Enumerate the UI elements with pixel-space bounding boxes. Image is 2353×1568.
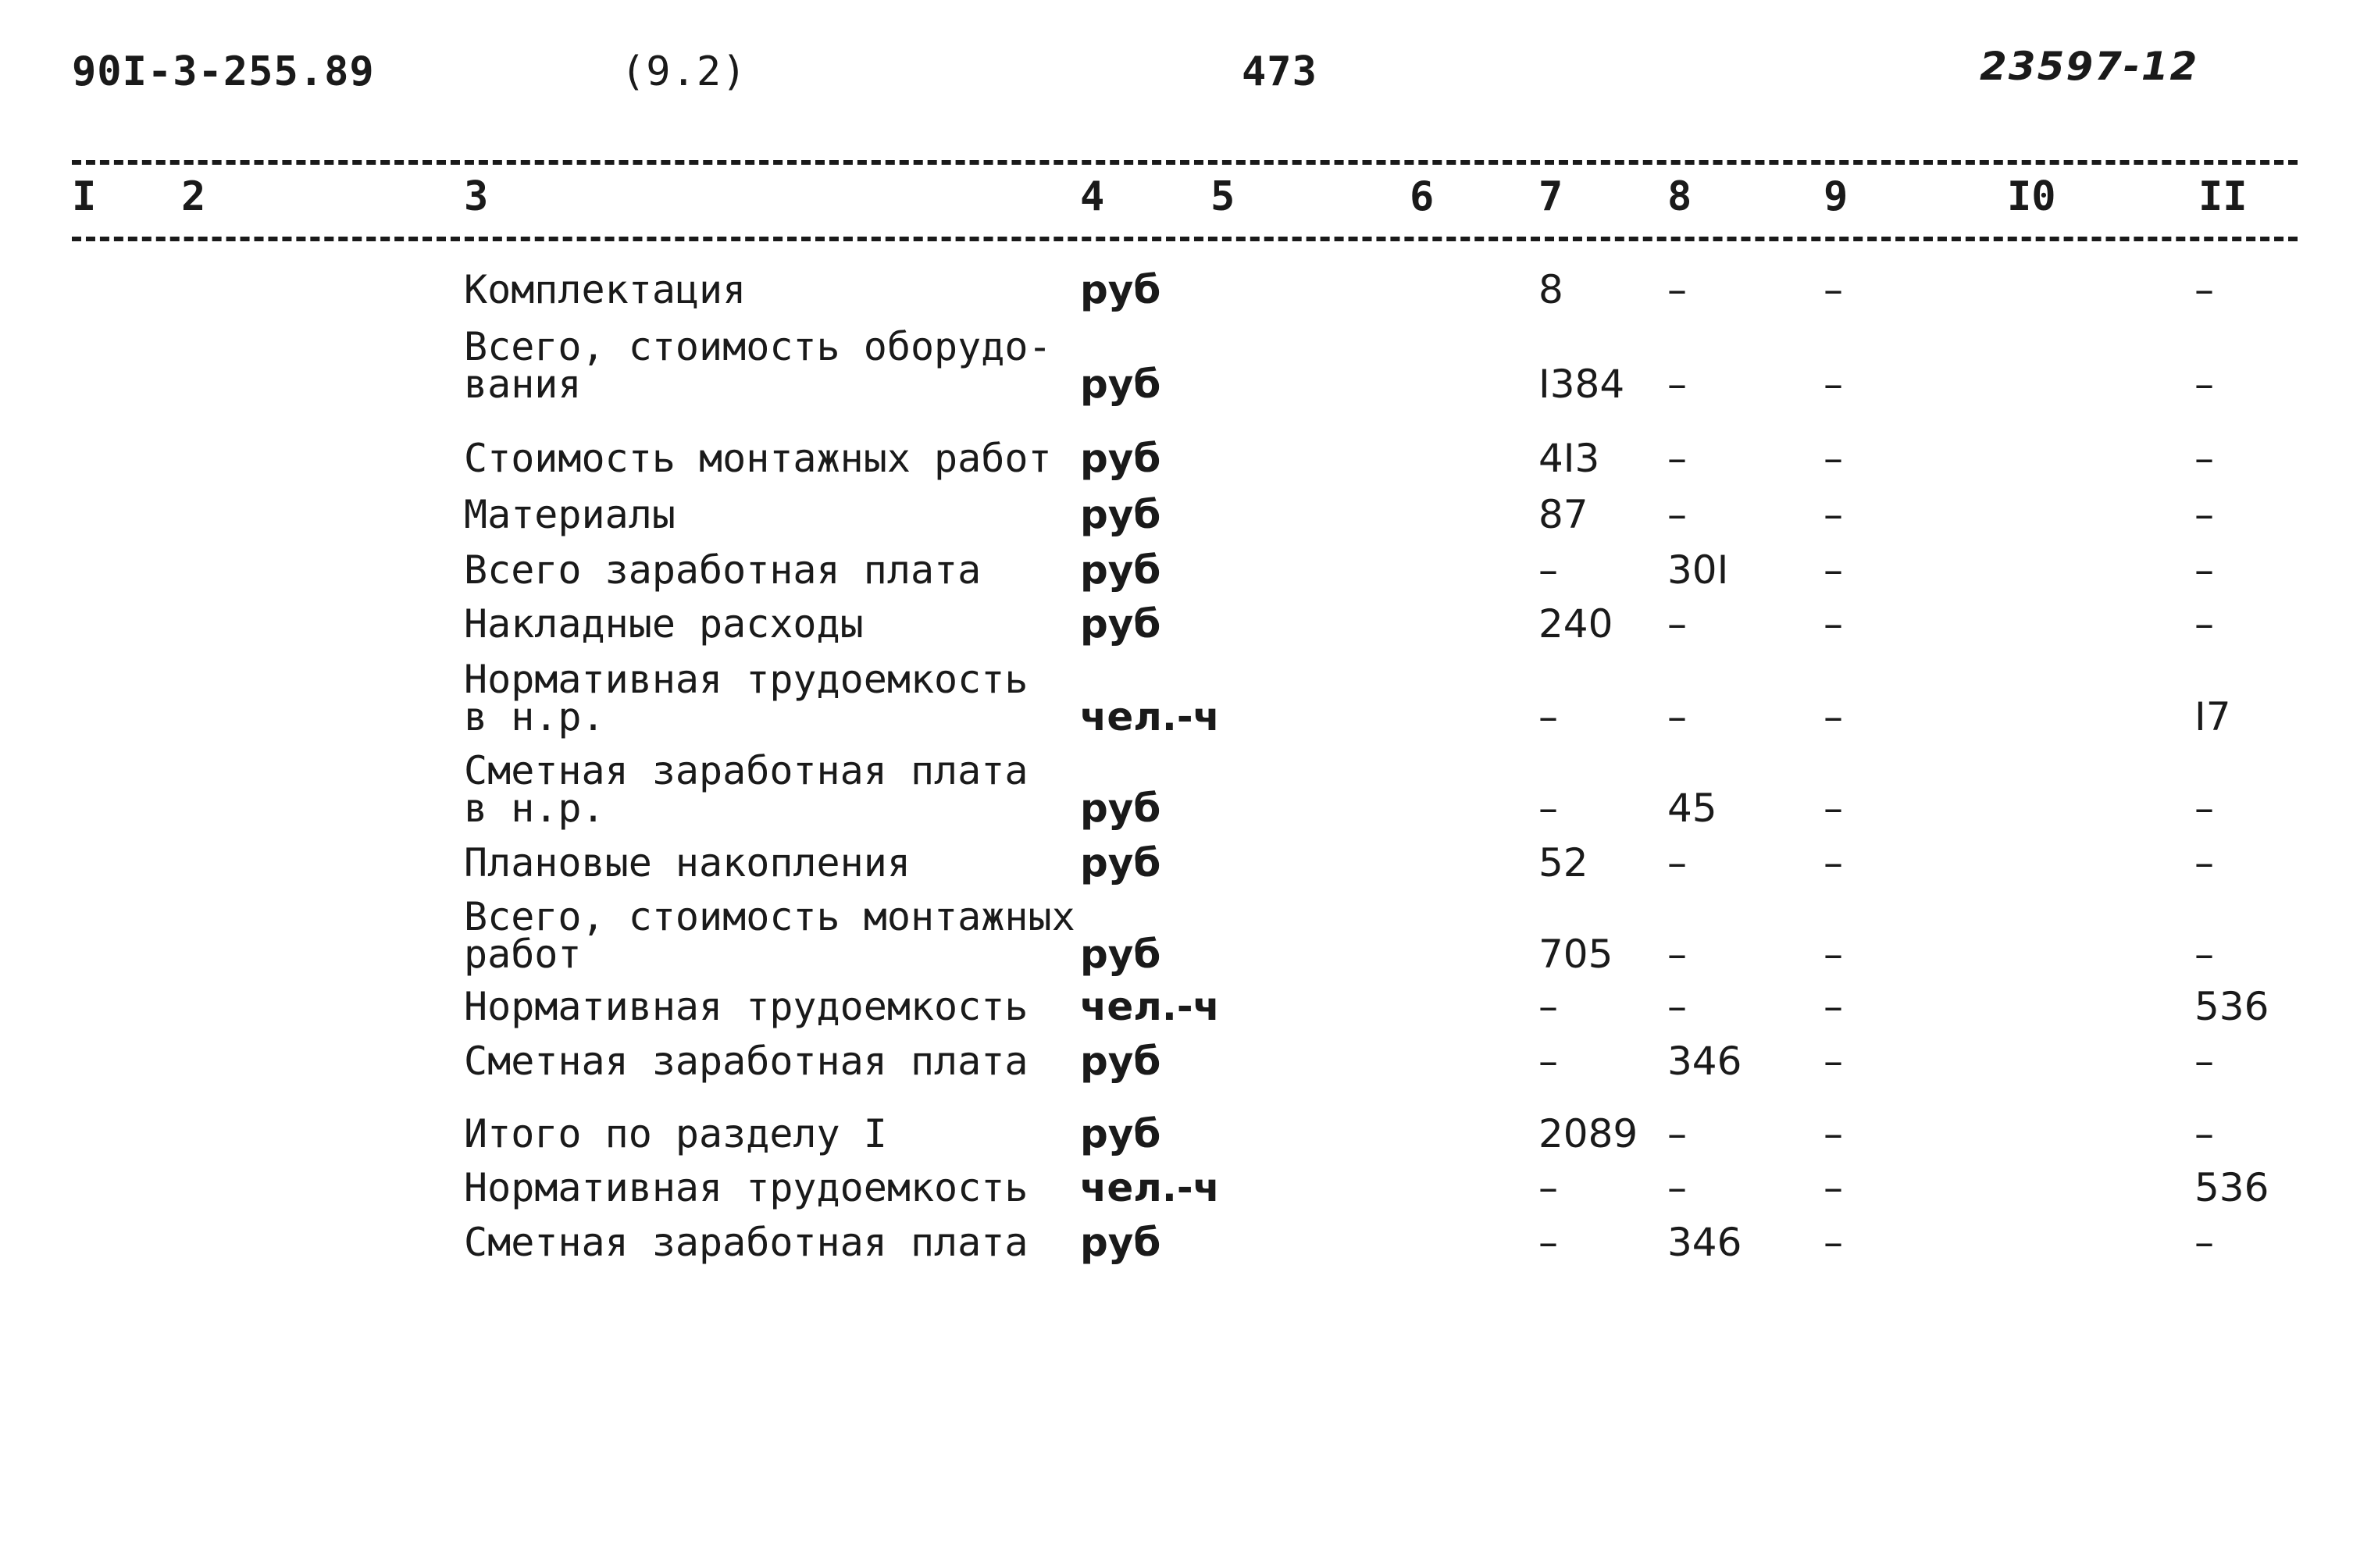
row-col9: – bbox=[1824, 694, 1843, 739]
row-col7: 87 bbox=[1538, 492, 1588, 537]
row-col7: 52 bbox=[1538, 840, 1588, 886]
row-unit: руб bbox=[1080, 492, 1161, 537]
row-name: Сметная заработная плата bbox=[464, 1039, 1029, 1084]
document-code: 90I-3-255.89 bbox=[72, 48, 375, 95]
column-header-6: 6 bbox=[1410, 173, 1435, 220]
row-col8: – bbox=[1667, 1111, 1687, 1156]
row-col9: – bbox=[1824, 786, 1843, 831]
row-col11: – bbox=[2194, 492, 2214, 537]
column-header-3: 3 bbox=[464, 173, 489, 220]
row-col8: – bbox=[1667, 1165, 1687, 1210]
row-col7: – bbox=[1538, 1039, 1558, 1084]
column-header-2: 2 bbox=[181, 173, 206, 220]
row-col8: 346 bbox=[1667, 1039, 1742, 1084]
row-name: Стоимость монтажных работ bbox=[464, 436, 1052, 481]
row-col7: – bbox=[1538, 1165, 1558, 1210]
row-col9: – bbox=[1824, 601, 1843, 647]
row-col7: – bbox=[1538, 786, 1558, 831]
row-col7: – bbox=[1538, 1220, 1558, 1265]
row-name: Всего заработная плата bbox=[464, 547, 982, 593]
row-unit: руб bbox=[1080, 362, 1161, 407]
row-col7: 240 bbox=[1538, 601, 1613, 647]
row-name: Сметная заработная плата bbox=[464, 1220, 1029, 1265]
column-header-11: II bbox=[2198, 173, 2248, 220]
row-unit: руб bbox=[1080, 547, 1161, 593]
row-col11: – bbox=[2194, 932, 2214, 977]
row-name: Накладные расходы bbox=[464, 601, 864, 647]
row-col9: – bbox=[1824, 267, 1843, 312]
row-col8: – bbox=[1667, 362, 1687, 407]
row-col9: – bbox=[1824, 547, 1843, 593]
row-col7: 2089 bbox=[1538, 1111, 1638, 1156]
row-unit: чел.-ч bbox=[1080, 1165, 1220, 1210]
row-col9: – bbox=[1824, 436, 1843, 481]
row-col9: – bbox=[1824, 984, 1843, 1029]
row-col9: – bbox=[1824, 1165, 1843, 1210]
row-col11: I7 bbox=[2194, 694, 2231, 739]
row-unit: руб bbox=[1080, 601, 1161, 647]
row-col8: – bbox=[1667, 694, 1687, 739]
row-col9: – bbox=[1824, 492, 1843, 537]
row-col8: 30I bbox=[1667, 547, 1729, 593]
row-unit: руб bbox=[1080, 1111, 1161, 1156]
row-col11: 536 bbox=[2194, 1165, 2269, 1210]
row-unit: руб bbox=[1080, 1220, 1161, 1265]
row-col9: – bbox=[1824, 1039, 1843, 1084]
column-header-9: 9 bbox=[1824, 173, 1849, 220]
row-col11: – bbox=[2194, 786, 2214, 831]
row-unit: руб bbox=[1080, 786, 1161, 831]
row-col7: 4I3 bbox=[1538, 436, 1600, 481]
row-unit: чел.-ч bbox=[1080, 984, 1220, 1029]
row-col11: – bbox=[2194, 267, 2214, 312]
row-col8: 45 bbox=[1667, 786, 1717, 831]
section-number: (9.2) bbox=[621, 48, 747, 95]
row-col7: – bbox=[1538, 547, 1558, 593]
row-col11: – bbox=[2194, 362, 2214, 407]
column-header-1: I bbox=[72, 173, 97, 220]
row-col9: – bbox=[1824, 1220, 1843, 1265]
row-col7: I384 bbox=[1538, 362, 1625, 407]
row-name: Нормативная трудоемкость bbox=[464, 984, 1029, 1029]
row-col11: – bbox=[2194, 840, 2214, 886]
column-header-4: 4 bbox=[1080, 173, 1105, 220]
row-col8: – bbox=[1667, 984, 1687, 1029]
row-col11: – bbox=[2194, 1039, 2214, 1084]
row-name: Нормативная трудоемкость bbox=[464, 1165, 1029, 1210]
row-col11: – bbox=[2194, 547, 2214, 593]
row-unit: руб bbox=[1080, 1039, 1161, 1084]
row-name: Нормативная трудоемкость в н.р. bbox=[464, 657, 1029, 739]
row-name: Сметная заработная плата в н.р. bbox=[464, 748, 1029, 831]
row-col8: 346 bbox=[1667, 1220, 1742, 1265]
row-col7: – bbox=[1538, 694, 1558, 739]
row-name: Плановые накопления bbox=[464, 840, 911, 886]
row-col8: – bbox=[1667, 840, 1687, 886]
row-col9: – bbox=[1824, 840, 1843, 886]
row-col8: – bbox=[1667, 492, 1687, 537]
row-col8: – bbox=[1667, 601, 1687, 647]
page-number: 473 bbox=[1242, 48, 1317, 95]
column-header-5: 5 bbox=[1210, 173, 1235, 220]
header-rule-top bbox=[72, 160, 2298, 165]
row-col9: – bbox=[1824, 932, 1843, 977]
row-unit: руб bbox=[1080, 436, 1161, 481]
row-col11: – bbox=[2194, 436, 2214, 481]
column-header-7: 7 bbox=[1538, 173, 1563, 220]
row-name: Материалы bbox=[464, 492, 676, 537]
column-header-8: 8 bbox=[1667, 173, 1692, 220]
stamp-number: 23597-12 bbox=[1980, 44, 2199, 89]
row-col7: 705 bbox=[1538, 932, 1613, 977]
row-col11: – bbox=[2194, 601, 2214, 647]
column-header-10: I0 bbox=[2007, 173, 2056, 220]
row-col9: – bbox=[1824, 1111, 1843, 1156]
row-col8: – bbox=[1667, 932, 1687, 977]
row-name: Всего, стоимость оборудо- вания bbox=[464, 324, 1052, 407]
row-name: Всего, стоимость монтажных работ bbox=[464, 894, 1075, 977]
row-col11: – bbox=[2194, 1220, 2214, 1265]
row-col7: – bbox=[1538, 984, 1558, 1029]
row-name: Комплектация bbox=[464, 267, 747, 312]
row-unit: чел.-ч bbox=[1080, 694, 1220, 739]
header-rule-bottom bbox=[72, 237, 2298, 241]
row-unit: руб bbox=[1080, 267, 1161, 312]
row-unit: руб bbox=[1080, 840, 1161, 886]
row-col9: – bbox=[1824, 362, 1843, 407]
row-col7: 8 bbox=[1538, 267, 1563, 312]
row-name: Итого по разделу I bbox=[464, 1111, 887, 1156]
row-unit: руб bbox=[1080, 932, 1161, 977]
row-col11: – bbox=[2194, 1111, 2214, 1156]
row-col8: – bbox=[1667, 436, 1687, 481]
row-col11: 536 bbox=[2194, 984, 2269, 1029]
row-col8: – bbox=[1667, 267, 1687, 312]
